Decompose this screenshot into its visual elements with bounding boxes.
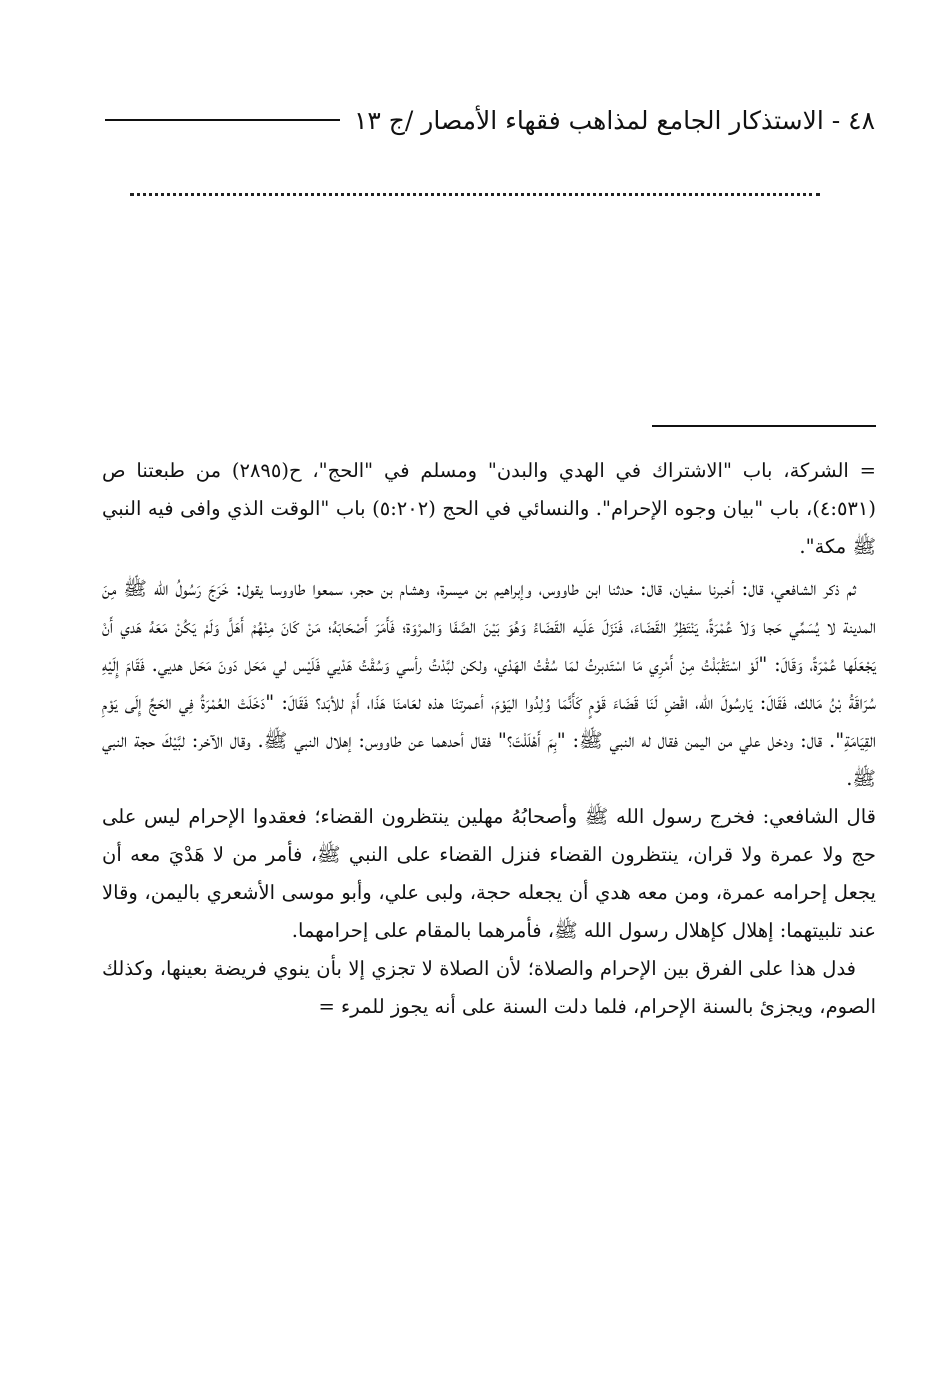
dotted-separator	[130, 193, 820, 196]
footnote-continuation: = الشركة، باب "الاشتراك في الهدي والبدن" ومسلم في "الحج"، ح(٢٨٩٥) من طبعتنا ص (٤:٥٣١)، باب "بيان وجوه الإحرام". والنسائي في الحج (٥:٢٠٢) باب "الوقت الذي وافى فيه النبي ﷺ مكة".	[102, 459, 876, 558]
paragraph-conclusion: فدل هذا على الفرق بين الإحرام والصلاة؛ لأن الصلاة لا تجزي إلا بأن ينوي فريضة بعينها، وكذلك الصوم، ويجزئ بالسنة الإحرام، فلما دلت السنة على أنه يجوز للمرء =	[102, 957, 876, 1018]
page-header	[105, 100, 875, 140]
page-body	[102, 452, 876, 1026]
paragraph-shafii: قال الشافعي: فخرج رسول الله ﷺ وأصحابُهُ مهلين ينتظرون القضاء؛ فعقدوا الإحرام ليس على حج ولا عمرة ولا قران، ينتظرون القضاء فنزل القضاء على النبي ﷺ، فأمر من لا هَدْيَ معه أن يجعل إحرامه عمرة، ومن معه هدي أن يجعله حجة، ولبى علي، وأبو موسى الأشعري باليمن، وقالا عند تلبيتهما: إهلال كإهلال رسول الله ﷺ، فأمرهما بالمقام على إحرامهما.	[102, 805, 876, 942]
header-rule	[105, 119, 340, 121]
footnote-separator-rule	[652, 425, 876, 427]
running-title: ٤٨ - الاستذكار الجامع لمذاهب فقهاء الأمصار /ج ١٣	[353, 105, 875, 135]
paragraph-hadith: ثم ذكر الشافعي، قال: أخبرنا سفيان، قال: حدثنا ابن طاووس، وإبراهيم بن ميسرة، وهشام بن حجر، سمعوا طاووسا يقول: خَرَجَ رَسُولُ الله ﷺ مِنَ المدينة لا يُسَمِّي حَجا وَلاَ عُمْرَةً، يَنْتَظِرُ القَضَاءَ، فَنَزَلَ عَلَيه القَضَاءُ وَهُوَ بَيْنَ الصَّفَا وَالمرْوَة؛ فَأَمَرَ أَصْحَابَهُ؛ مَنْ كَانَ مِنْهُمْ أَهَلَّ وَلَمْ يَكُنْ مَعَهُ هَدي أَنْ يَجْعَلَها عُمْرَةً، وَقَالَ: "لَوْ اسْتَقْبَلْتُ مِنْ أَمْرِي مَا اسْتَدبرتُ لمَا سُقْتُ الهَدْي، ولكن لبَّدْتُ رأسي وَسُقْتُ هَدْيي فَلَيْس لي مَحَل دَونَ مَحَل هديي. فَقَامَ إِلَيْهِ سُرَاقَةُ بْنُ مَالك، فَقَالَ: يَارسُولَ الله، اقْضِ لَنَا قَضَاءَ قَوْمٍ كَأَنَّمَا وُلِدُوا اليَوْمَ، أعمرتنَا هذه لعَامنَا هَذَا، أَمْ للأبَد؟ فَقَالَ: "دَخَلَتْ العُمْرَةُ فِي الحَجِّ إِلَى يَوْمِ القِيَامَةِ". قال: ودخل علي من اليمن فقال له النبي ﷺ: "بِمَ أَهْلَلْتَ؟" فقال أحدهما عن طاووس: إهلال النبي ﷺ. وقال الآخر: لبَّيْكَ حجة النبي ﷺ.	[102, 577, 876, 790]
